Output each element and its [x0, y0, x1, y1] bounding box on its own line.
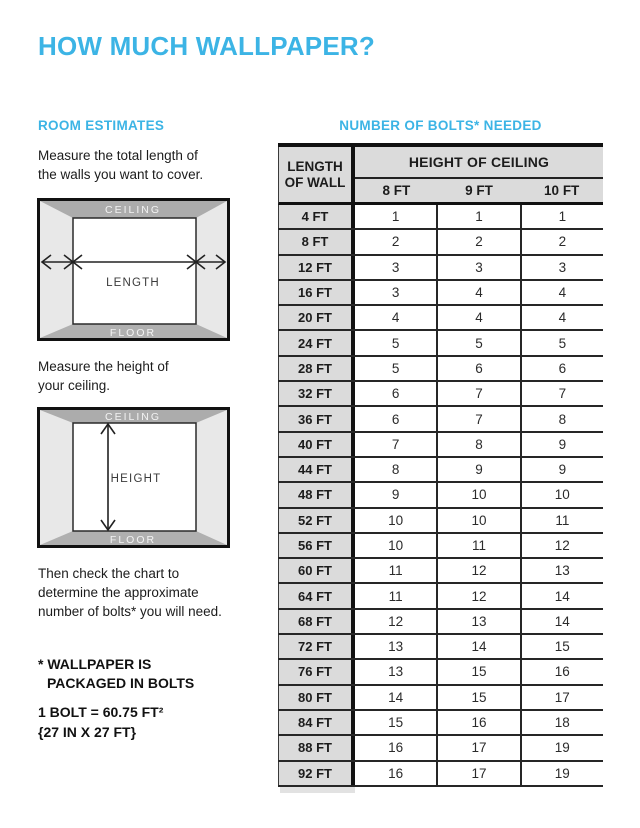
- table-row: [278, 357, 603, 382]
- row-value-cell: 13: [355, 635, 436, 658]
- table-row: [278, 534, 603, 559]
- row-value-cell: 5: [355, 331, 436, 354]
- table-row: [278, 660, 603, 685]
- row-length-header: 56 FT: [278, 534, 355, 557]
- row-value-cell: 12: [520, 534, 603, 557]
- table-body: [278, 205, 603, 787]
- step1-line2: the walls you want to cover.: [38, 167, 204, 182]
- row-value-cell: 17: [436, 736, 519, 759]
- row-value-cell: 16: [355, 762, 436, 785]
- room-height-diagram: [37, 407, 230, 548]
- footnote-line1: * WALLPAPER IS: [38, 656, 152, 672]
- table-row: [278, 686, 603, 711]
- row-value-cell: 3: [520, 256, 603, 279]
- row-value-cell: 9: [436, 458, 519, 481]
- table-row: [278, 433, 603, 458]
- row-value-cell: 2: [355, 230, 436, 253]
- row-value-cell: 5: [436, 331, 519, 354]
- row-length-header: 76 FT: [278, 660, 355, 683]
- row-length-header: 52 FT: [278, 509, 355, 532]
- step2-line1: Measure the height of: [38, 359, 169, 374]
- table-row: [278, 762, 603, 787]
- row-length-header: 84 FT: [278, 711, 355, 734]
- height-of-ceiling-header: HEIGHT OF CEILING: [355, 147, 603, 179]
- table-row: [278, 711, 603, 736]
- table-row: [278, 230, 603, 255]
- table-row: [278, 306, 603, 331]
- row-value-cell: 14: [355, 686, 436, 709]
- row-value-cell: 10: [355, 509, 436, 532]
- row-value-cell: 8: [355, 458, 436, 481]
- row-length-header: 48 FT: [278, 483, 355, 506]
- room-height-diagram-svg: [37, 407, 230, 548]
- row-length-header: 64 FT: [278, 584, 355, 607]
- page-title: HOW MUCH WALLPAPER?: [38, 31, 375, 61]
- step3-line3: number of bolts* you will need.: [38, 604, 222, 619]
- room-length-diagram: [37, 198, 230, 341]
- ceiling-label: CEILING: [104, 204, 162, 216]
- step3-line2: determine the approximate: [38, 585, 199, 600]
- subheader-10ft: 10 FT: [544, 183, 580, 198]
- row-value-cell: 15: [436, 660, 519, 683]
- footnote-line2: PACKAGED IN BOLTS: [47, 675, 195, 691]
- table-row: [278, 382, 603, 407]
- row-value-cell: 17: [520, 686, 603, 709]
- step2-line2: your ceiling.: [38, 378, 111, 393]
- row-value-cell: 7: [436, 407, 519, 430]
- row-value-cell: 5: [520, 331, 603, 354]
- table-left-column-tail: [280, 787, 356, 793]
- step2-instructions: [38, 357, 169, 395]
- row-value-cell: 6: [355, 382, 436, 405]
- row-value-cell: 1: [355, 205, 436, 228]
- row-value-cell: 18: [520, 711, 603, 734]
- length-of-wall-header: LENGTH OF WALL: [278, 147, 355, 205]
- row-length-header: 4 FT: [278, 205, 355, 228]
- row-value-cell: 11: [355, 584, 436, 607]
- row-length-header: 68 FT: [278, 610, 355, 633]
- row-value-cell: 13: [520, 559, 603, 582]
- row-value-cell: 4: [520, 281, 603, 304]
- floor-label: FLOOR: [109, 327, 157, 339]
- row-value-cell: 9: [520, 433, 603, 456]
- floor-label: FLOOR: [109, 534, 157, 546]
- row-length-header: 24 FT: [278, 331, 355, 354]
- row-value-cell: 10: [436, 483, 519, 506]
- row-value-cell: 4: [436, 306, 519, 329]
- row-length-header: 8 FT: [278, 230, 355, 253]
- row-length-header: 80 FT: [278, 686, 355, 709]
- table-row: [278, 635, 603, 660]
- row-value-cell: 12: [436, 584, 519, 607]
- step1-line1: Measure the total length of: [38, 148, 198, 163]
- row-value-cell: 1: [436, 205, 519, 228]
- row-length-header: 44 FT: [278, 458, 355, 481]
- room-estimates-heading: ROOM ESTIMATES: [38, 118, 165, 133]
- back-wall: [73, 218, 196, 324]
- row-length-header: 16 FT: [278, 281, 355, 304]
- table-row: [278, 610, 603, 635]
- row-value-cell: 10: [520, 483, 603, 506]
- table-row: [278, 509, 603, 534]
- step3-instructions: [38, 564, 222, 621]
- row-value-cell: 13: [355, 660, 436, 683]
- row-length-header: 28 FT: [278, 357, 355, 380]
- row-value-cell: 2: [520, 230, 603, 253]
- row-value-cell: 5: [355, 357, 436, 380]
- row-value-cell: 19: [520, 762, 603, 785]
- row-value-cell: 16: [520, 660, 603, 683]
- row-length-header: 40 FT: [278, 433, 355, 456]
- row-value-cell: 3: [436, 256, 519, 279]
- bolts-needed-heading: NUMBER OF BOLTS* NEEDED: [339, 118, 542, 133]
- bolt-size-line2: {27 IN X 27 FT}: [38, 723, 137, 740]
- room-length-diagram-svg: [37, 198, 230, 341]
- step3-line1: Then check the chart to: [38, 566, 180, 581]
- row-value-cell: 17: [436, 762, 519, 785]
- table-row: [278, 458, 603, 483]
- row-value-cell: 15: [436, 686, 519, 709]
- subheader-9ft: 9 FT: [465, 183, 493, 198]
- row-value-cell: 11: [355, 559, 436, 582]
- row-value-cell: 9: [355, 483, 436, 506]
- step1-instructions: [38, 146, 203, 184]
- ceiling-height-subheaders: [355, 179, 603, 205]
- row-length-header: 12 FT: [278, 256, 355, 279]
- table-row: [278, 407, 603, 432]
- table-row: [278, 584, 603, 609]
- row-value-cell: 3: [355, 281, 436, 304]
- height-dimension-label: HEIGHT: [110, 473, 162, 485]
- row-value-cell: 15: [355, 711, 436, 734]
- row-value-cell: 10: [436, 509, 519, 532]
- bolts-table: [278, 143, 603, 793]
- bolt-size-info: [38, 703, 163, 742]
- row-value-cell: 3: [355, 256, 436, 279]
- table-row: [278, 331, 603, 356]
- table-row: [278, 736, 603, 761]
- row-value-cell: 2: [436, 230, 519, 253]
- row-length-header: 72 FT: [278, 635, 355, 658]
- row-value-cell: 8: [436, 433, 519, 456]
- row-value-cell: 11: [436, 534, 519, 557]
- row-value-cell: 16: [436, 711, 519, 734]
- row-length-header: 88 FT: [278, 736, 355, 759]
- row-value-cell: 7: [436, 382, 519, 405]
- row-value-cell: 8: [520, 407, 603, 430]
- row-value-cell: 6: [520, 357, 603, 380]
- row-length-header: 32 FT: [278, 382, 355, 405]
- row-value-cell: 13: [436, 610, 519, 633]
- row-value-cell: 4: [520, 306, 603, 329]
- row-value-cell: 12: [355, 610, 436, 633]
- table-header: [278, 147, 603, 205]
- length-dimension-label: LENGTH: [106, 277, 160, 289]
- row-value-cell: 14: [520, 610, 603, 633]
- row-value-cell: 14: [436, 635, 519, 658]
- row-length-header: 92 FT: [278, 762, 355, 785]
- table-row: [278, 205, 603, 230]
- row-value-cell: 6: [355, 407, 436, 430]
- row-value-cell: 10: [355, 534, 436, 557]
- row-value-cell: 7: [355, 433, 436, 456]
- row-value-cell: 12: [436, 559, 519, 582]
- row-length-header: 60 FT: [278, 559, 355, 582]
- subheader-8ft: 8 FT: [382, 183, 411, 198]
- row-value-cell: 6: [436, 357, 519, 380]
- row-length-header: 36 FT: [278, 407, 355, 430]
- row-value-cell: 9: [520, 458, 603, 481]
- ceiling-height-header-group: [355, 147, 603, 205]
- table-row: [278, 559, 603, 584]
- row-value-cell: 11: [520, 509, 603, 532]
- row-length-header: 20 FT: [278, 306, 355, 329]
- row-value-cell: 16: [355, 736, 436, 759]
- row-value-cell: 15: [520, 635, 603, 658]
- bolts-footnote: [38, 655, 194, 693]
- row-value-cell: 4: [436, 281, 519, 304]
- table-row: [278, 483, 603, 508]
- row-value-cell: 1: [520, 205, 603, 228]
- row-value-cell: 7: [520, 382, 603, 405]
- bolt-size-line1: 1 BOLT = 60.75 FT²: [38, 704, 164, 720]
- ceiling-label: CEILING: [104, 411, 162, 423]
- row-value-cell: 14: [520, 584, 603, 607]
- row-value-cell: 4: [355, 306, 436, 329]
- row-value-cell: 19: [520, 736, 603, 759]
- table-row: [278, 281, 603, 306]
- table-row: [278, 256, 603, 281]
